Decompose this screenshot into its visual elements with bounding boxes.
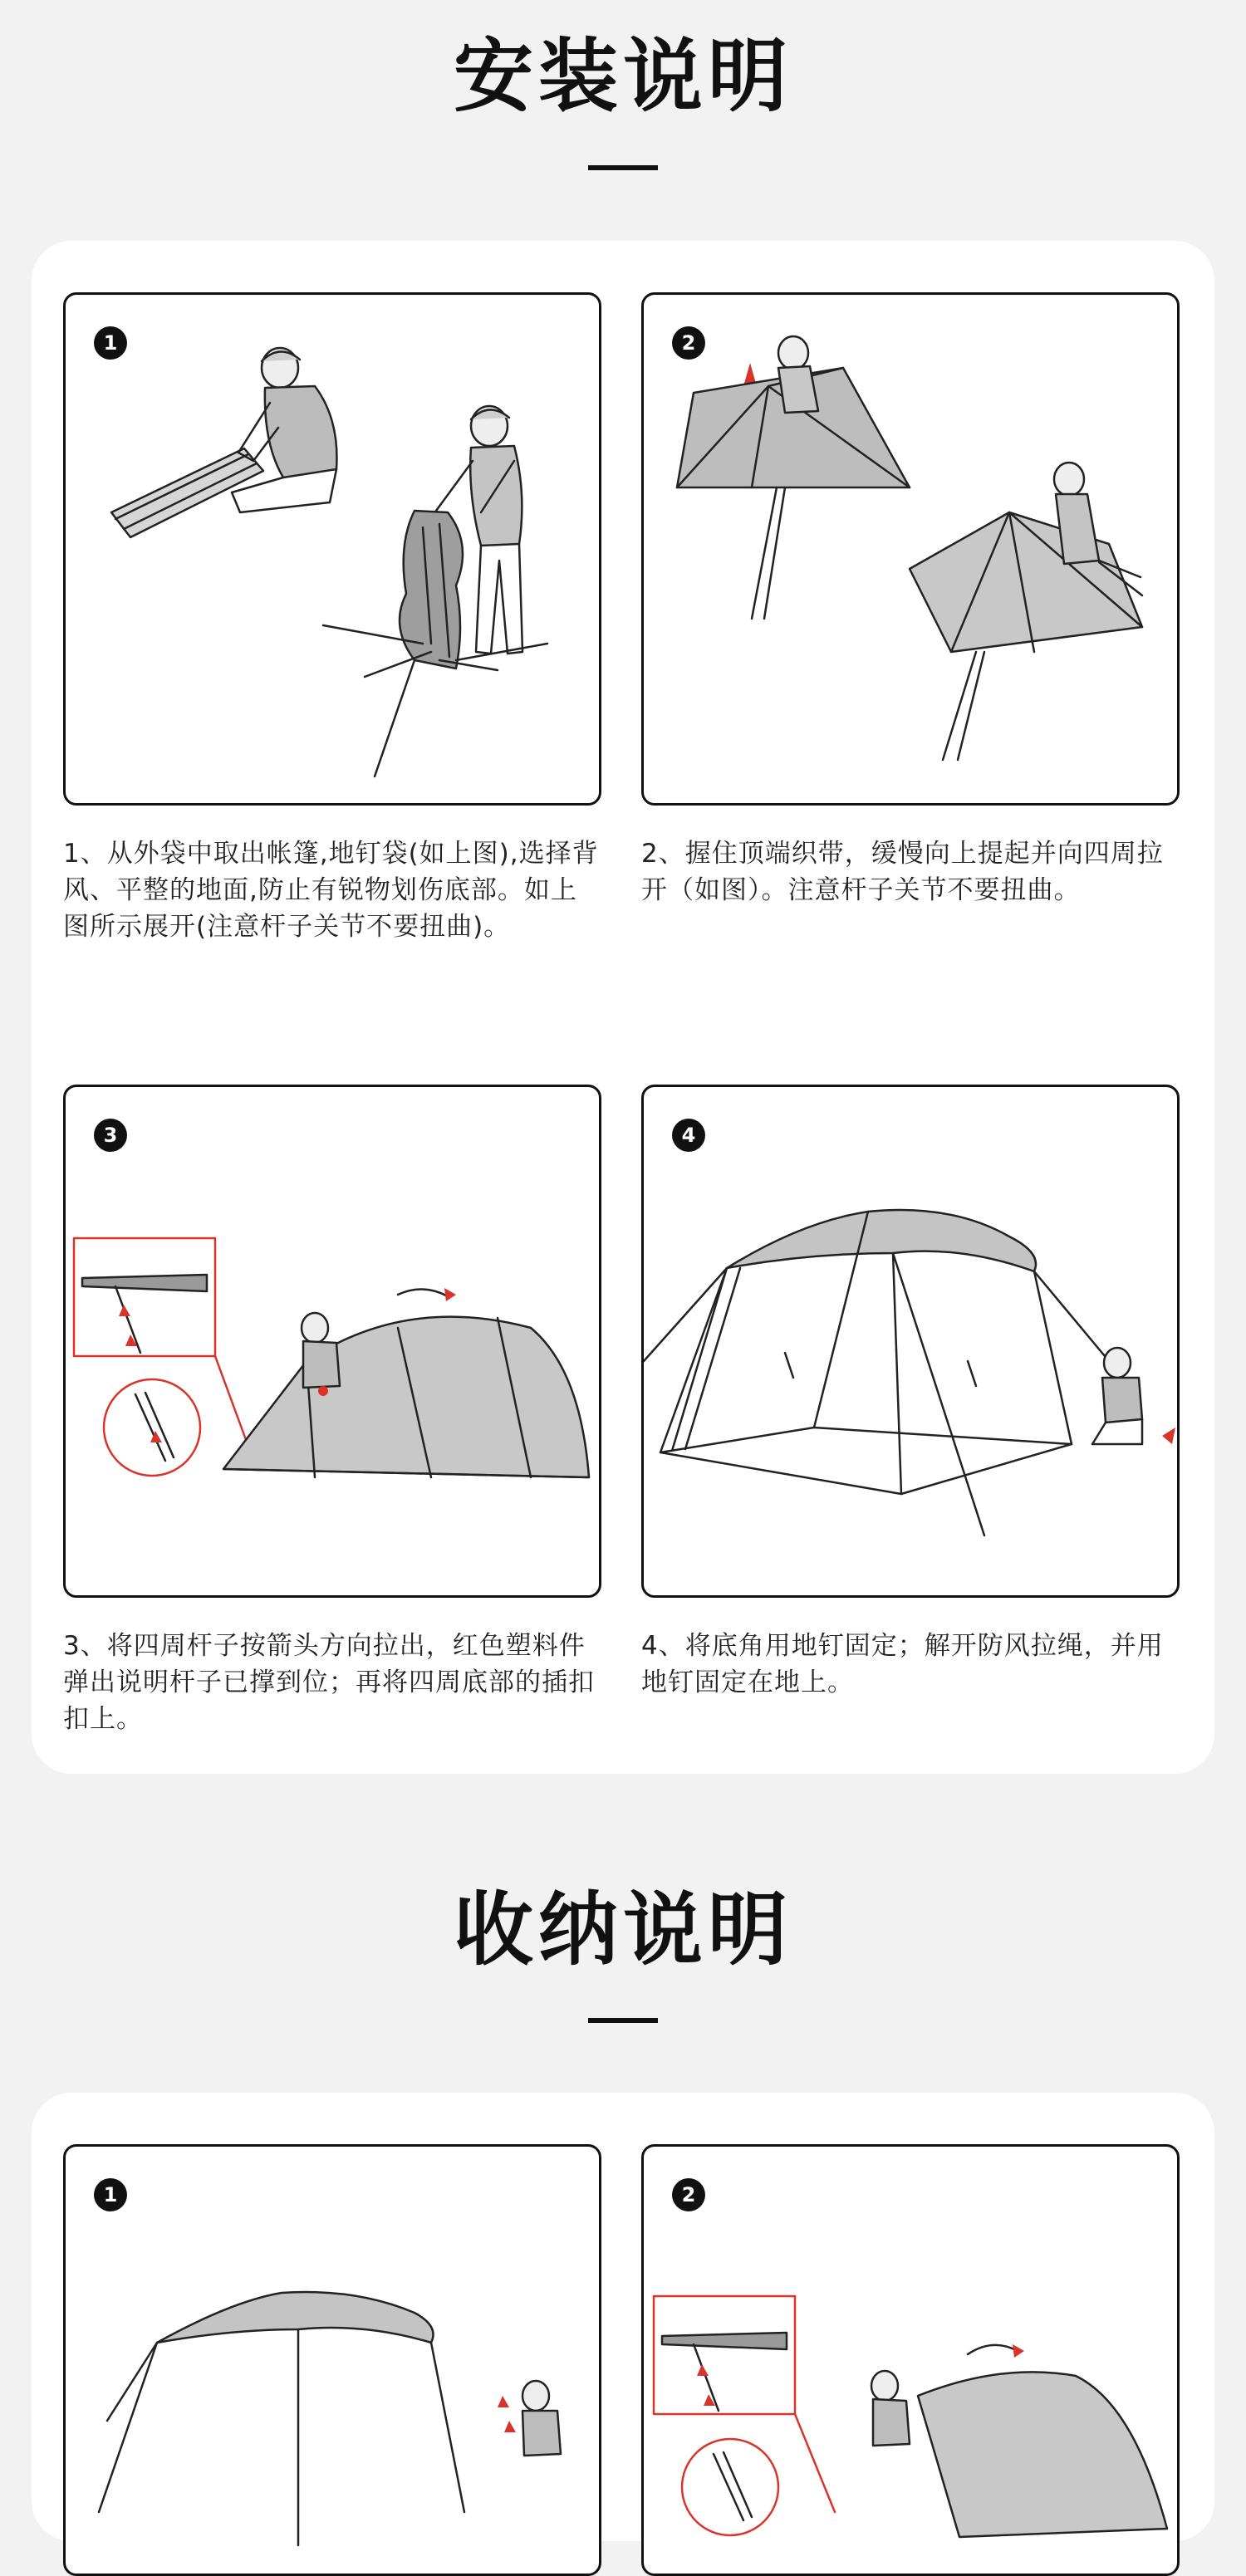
step-number-badge: 4 [672, 1119, 705, 1152]
title-underline [588, 165, 658, 170]
storage-card [32, 2093, 1214, 2541]
install-section-title: 安装说明 [454, 30, 792, 123]
staking-tent-illustration [644, 1087, 1180, 1598]
install-step-4-illustration [641, 1085, 1180, 1598]
storage-section-title: 收纳说明 [454, 1883, 792, 1976]
install-step-2-illustration [641, 292, 1180, 806]
install-step-3-text: 3、将四周杆子按箭头方向拉出，红色塑料件弹出说明杆子已撑到位；再将四周底部的插扣扣上。 [63, 1631, 595, 1734]
install-step-4-text: 4、将底角用地钉固定；解开防风拉绳，并用地钉固定在地上。 [641, 1631, 1164, 1697]
install-step-2-text: 2、握住顶端织带，缓慢向上提起并向四周拉开（如图）。注意杆子关节不要扭曲。 [641, 839, 1164, 905]
install-step-3-illustration [63, 1085, 601, 1598]
storage-step-2-illustration [641, 2144, 1180, 2576]
step-number-badge: 2 [672, 2178, 705, 2211]
storage-step-1-illustration [63, 2144, 601, 2576]
step-number-badge: 1 [94, 326, 127, 360]
unpacking-tent-illustration [66, 295, 601, 806]
install-step-1-illustration [63, 292, 601, 806]
retracting-poles-illustration [644, 2147, 1180, 2576]
down-arrow-icon [498, 2396, 516, 2432]
title-underline [588, 2018, 658, 2023]
step-number-badge: 2 [672, 326, 705, 360]
extending-poles-illustration [66, 1087, 601, 1598]
install-step-1-text: 1、从外袋中取出帐篷,地钉袋(如上图),选择背风、平整的地面,防止有锐物划伤底部。如上图所示展开(注意杆子关节不要扭曲)。 [63, 839, 599, 942]
install-card [32, 241, 1214, 1774]
arrow-icon [1162, 1428, 1175, 1444]
step-number-badge: 3 [94, 1119, 127, 1152]
standing-tent-illustration [66, 2147, 601, 2576]
lifting-tent-illustration [644, 295, 1180, 806]
step-number-badge: 1 [94, 2178, 127, 2211]
